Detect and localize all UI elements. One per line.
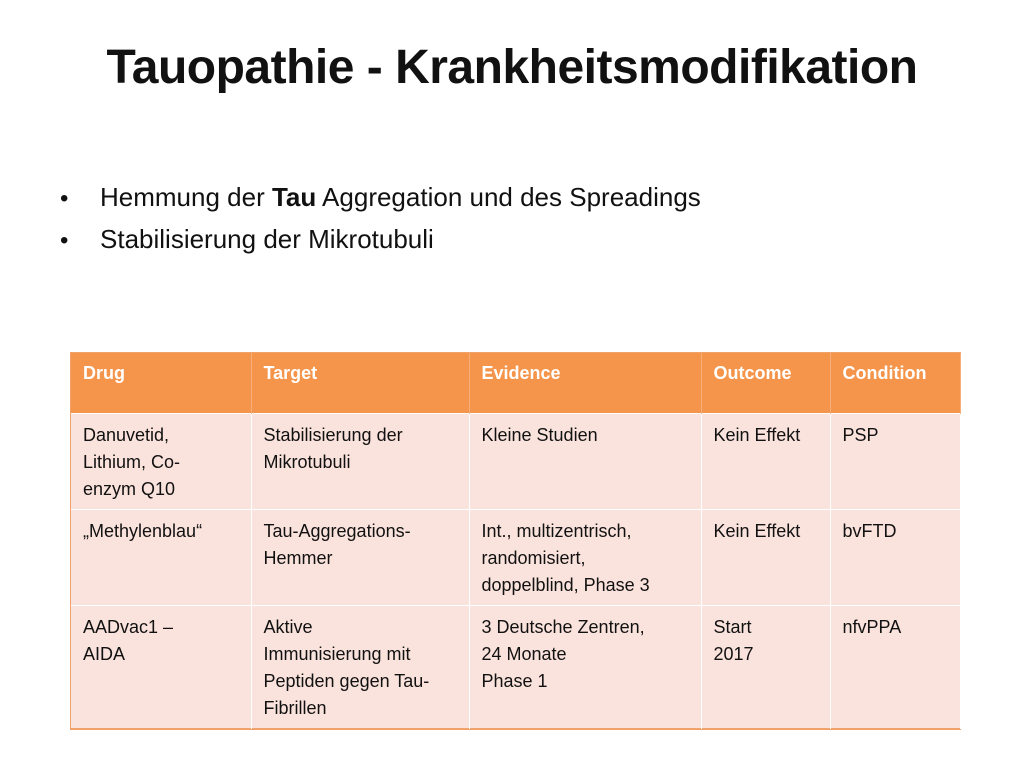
cell-drug: [71, 413, 251, 509]
table-row: [71, 605, 960, 728]
cell-target: [251, 605, 469, 728]
cell-line: doppelblind, Phase 3: [481, 574, 650, 595]
cell-line: PSP: [842, 424, 879, 445]
cell-condition: [830, 509, 960, 605]
cell-evidence: [469, 509, 701, 605]
bullet-text: Stabilisierung der Mikrotubuli: [100, 224, 434, 254]
table-row: [71, 413, 960, 509]
bullet-dot-icon: •: [60, 185, 69, 212]
cell-line: AADvac1 –: [83, 616, 174, 637]
bullet-text: Hemmung der Tau Aggregation und des Spreadings: [100, 182, 701, 212]
cell-line: Stabilisierung der: [263, 424, 403, 445]
cell-line: Peptiden gegen Tau-: [263, 670, 430, 691]
table-body: [71, 413, 960, 728]
cell-line: Aktive: [263, 616, 313, 637]
cell-target: [251, 509, 469, 605]
cell-line: Fibrillen: [263, 697, 327, 718]
header-condition: Condition: [830, 353, 960, 413]
cell-evidence: [469, 413, 701, 509]
cell-line: AIDA: [83, 643, 126, 664]
cell-target: [251, 413, 469, 509]
header-evidence: Evidence: [469, 353, 701, 413]
cell-line: nfvPPA: [842, 616, 902, 637]
cell-line: Kleine Studien: [481, 424, 598, 445]
header-outcome: Outcome: [701, 353, 830, 413]
cell-line: Mikrotubuli: [263, 451, 351, 472]
cell-line: Phase 1: [481, 670, 548, 691]
cell-outcome: [701, 413, 830, 509]
cell-condition: [830, 413, 960, 509]
cell-line: Kein Effekt: [713, 424, 801, 445]
cell-evidence: [469, 605, 701, 728]
bullet-list: [60, 182, 701, 266]
header-target: Target: [251, 353, 469, 413]
table-row: [71, 509, 960, 605]
bullet-dot-icon: •: [60, 227, 69, 254]
cell-line: 24 Monate: [481, 643, 567, 664]
cell-condition: [830, 605, 960, 728]
drug-table: [70, 352, 961, 730]
cell-line: Int., multizentrisch,: [481, 520, 632, 541]
cell-outcome: [701, 509, 830, 605]
cell-line: Danuvetid,: [83, 424, 170, 445]
cell-line: Tau-Aggregations-: [263, 520, 411, 541]
bullet-item: [60, 224, 701, 266]
cell-line: „Methylenblau“: [83, 520, 203, 541]
bullet-item: [60, 182, 701, 224]
cell-line: Immunisierung mit: [263, 643, 411, 664]
table-header-row: [71, 353, 960, 413]
cell-line: Kein Effekt: [713, 520, 801, 541]
cell-outcome: [701, 605, 830, 728]
cell-line: 2017: [713, 643, 754, 664]
cell-line: bvFTD: [842, 520, 897, 541]
cell-drug: [71, 605, 251, 728]
cell-line: Hemmer: [263, 547, 333, 568]
cell-drug: [71, 509, 251, 605]
cell-line: randomisiert,: [481, 547, 586, 568]
header-drug: Drug: [71, 353, 251, 413]
slide-title: Tauopathie - Krankheitsmodifikation: [106, 41, 918, 94]
cell-line: Lithium, Co-: [83, 451, 181, 472]
cell-line: Start: [713, 616, 752, 637]
cell-line: enzym Q10: [83, 478, 176, 499]
cell-line: 3 Deutsche Zentren,: [481, 616, 645, 637]
